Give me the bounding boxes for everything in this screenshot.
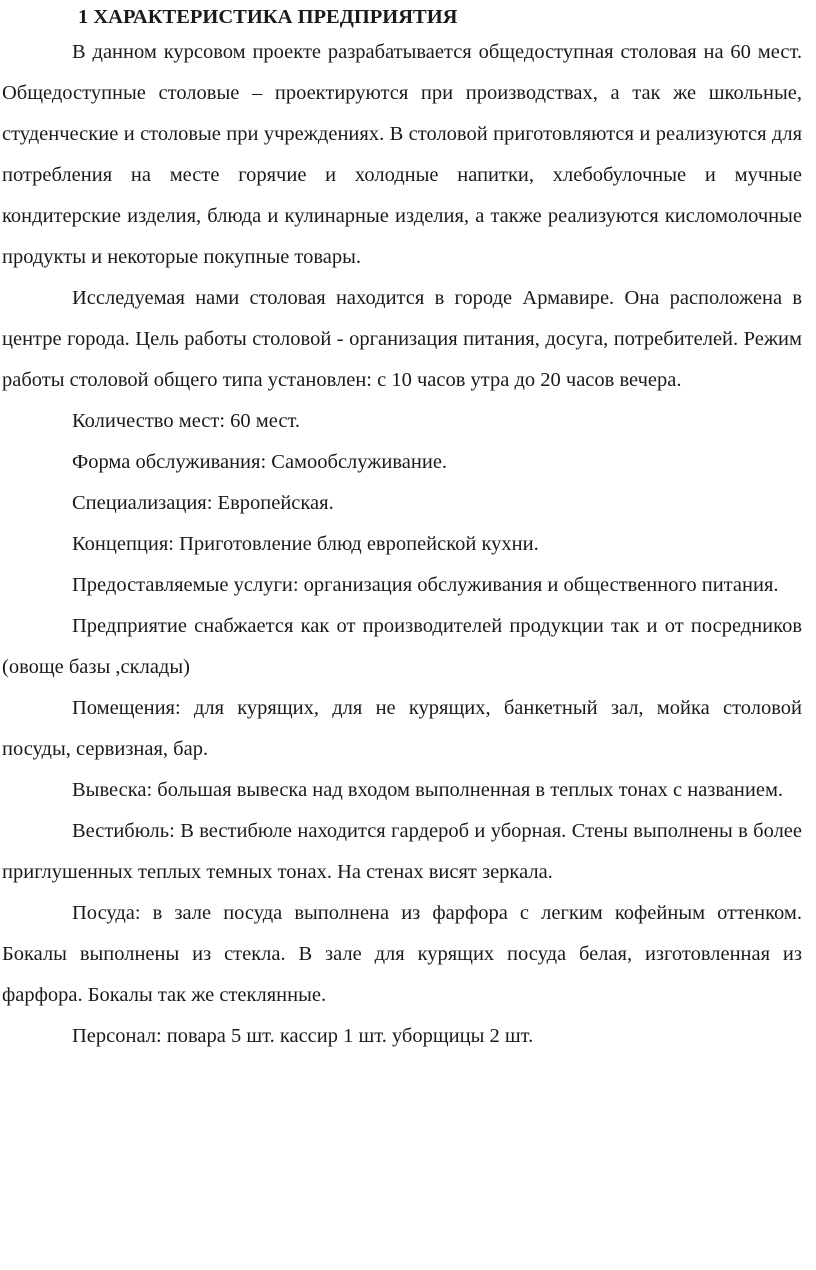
paragraph-lobby: Вестибюль: В вестибюле находится гардероб и уборная. Стены выполнены в более приглушенных теплых темных тонах. На стенах висят зеркала. [2, 820, 802, 883]
paragraph-staff: Персонал: повара 5 шт. кассир 1 шт. уборщицы 2 шт. [72, 1025, 534, 1047]
paragraph-concept: Концепция: Приготовление блюд европейской кухни. [72, 533, 539, 555]
paragraph-intro: В данном курсовом проекте разрабатывается общедоступная столовая на 60 мест. Общедоступные столовые – проектируются при производствах, а так же школьные, студенческие и столовые при учреждениях. В столовой приготовляются и реализуются для потребления на месте горячие и холодные напитки, хлебобулочные и мучные кондитерские изделия, блюда и кулинарные изделия, а также реализуются кисломолочные продукты и некоторые покупные товары. [2, 41, 802, 268]
paragraph-services: Предоставляемые услуги: организация обслуживания и общественного питания. [72, 574, 779, 596]
paragraph-location: Исследуемая нами столовая находится в городе Армавире. Она расположена в центре города. Цель работы столовой - организация питания, досуга, потребителей. Режим работы столовой общего типа установлен: с 10 часов утра до 20 часов вечера. [2, 287, 802, 391]
paragraph-signboard: Вывеска: большая вывеска над входом выполненная в теплых тонах с названием. [72, 779, 784, 801]
paragraph-seats: Количество мест: 60 мест. [72, 410, 301, 432]
paragraph-service-form: Форма обслуживания: Самообслуживание. [72, 451, 448, 473]
paragraph-supply: Предприятие снабжается как от производителей продукции так и от посредников (овоще базы ,склады) [2, 615, 802, 678]
paragraph-premises: Помещения: для курящих, для не курящих, банкетный зал, мойка столовой посуды, сервизная, бар. [2, 697, 802, 760]
paragraph-tableware: Посуда: в зале посуда выполнена из фарфора с легким кофейным оттенком. Бокалы выполнены из стекла. В зале для курящих посуда белая, изготовленная из фарфора. Бокалы так же стеклянные. [2, 902, 802, 1006]
paragraph-specialization: Специализация: Европейская. [72, 492, 334, 514]
section-heading: 1 ХАРАКТЕРИСТИКА ПРЕДПРИЯТИЯ [78, 6, 458, 28]
